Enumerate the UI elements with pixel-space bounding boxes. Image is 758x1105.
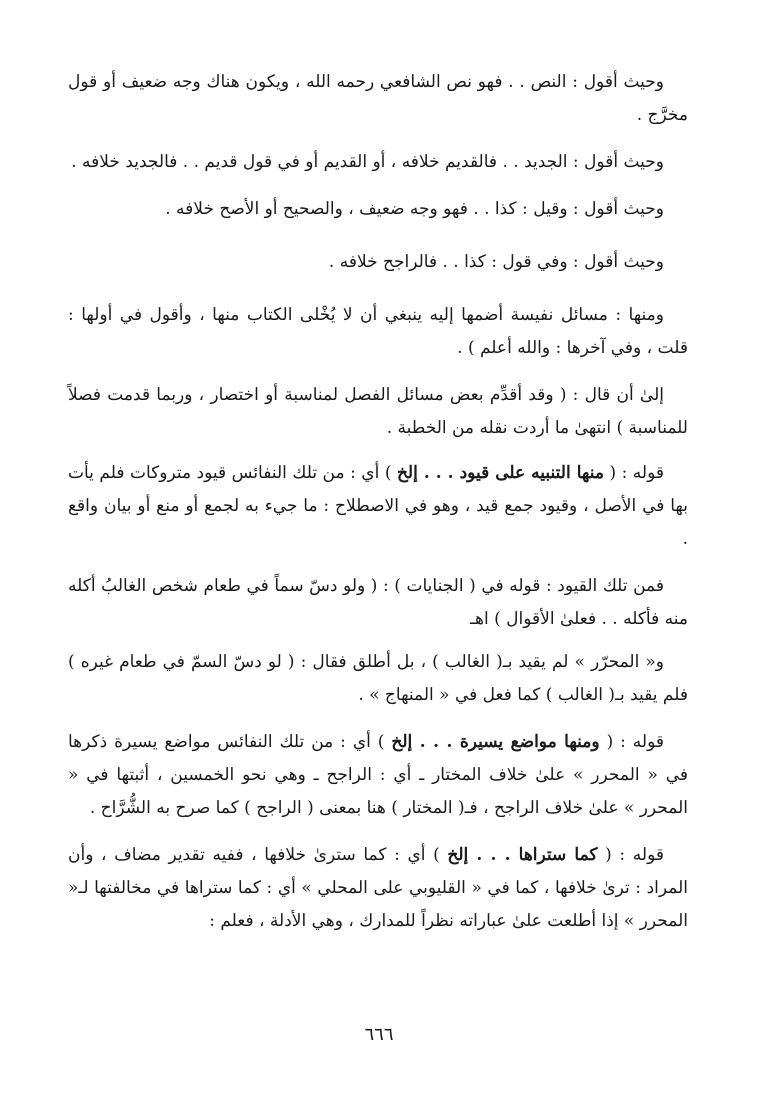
commentary: ) أي : من تلك النفائس مواضع يسيرة ذكرها في « المحرر » علىٰ خلاف المختار ـ أي : الراجح ـ وهي نحو الخمسين ، أثبتها في « المحرر » علىٰ خلاف الراجح ، فـ( المختار ) هنا بمعنى ( الراجح ) كما صرح به الشُّرَّاح . <box>68 732 688 818</box>
paragraph: وحيث أقول : وفي قول : كذا . . فالراجح خلافه . <box>328 252 664 272</box>
page-number: ٦٦٦ <box>364 1024 394 1045</box>
quoted-matn: منها التنبيه على قيود . . . إلخ <box>396 463 604 483</box>
commentary-paragraph <box>68 726 688 825</box>
paragraph: وحيث أقول : الجديد . . فالقديم خلافه ، أو القديم أو في قول قديم . . فالجديد خلافه . <box>71 152 664 172</box>
commentary: ) أي : كما سترىٰ خلافها ، ففيه تقدير مضاف ، وأن المراد : ترىٰ خلافها ، كما في « القليوبي على المحلي » أي : كما ستراها في مخالفتها لـ« المحرر » إذا أطلعت علىٰ عباراته نظراً للمدارك ، وهي الأدلة ، فعلم : <box>68 845 688 931</box>
quoted-matn: كما ستراها . . . إلخ <box>447 845 598 865</box>
paragraph: إلىٰ أن قال : ( وقد أقدِّم بعض مسائل الفصل لمناسبة أو اختصار ، وربما قدمت فصلاً للمناسبة ) انتهىٰ ما أردت نقله من الخطبة . <box>68 385 688 438</box>
paragraph: فمن تلك القيود : قوله في ( الجنايات ) : ( ولو دسّ سماً في طعام شخص الغالبُ أكله منه فأكله . . فعلىٰ الأقوال ) اهـ <box>68 576 688 629</box>
commentary: ) أي : من تلك النفائس قيود متروكات فلم يأت بها في الأصل ، وقيود جمع قيد ، وهو في الاصطلاح : ما جيء به لجمع أو منع أو بيان واقع . <box>68 463 688 549</box>
body-text <box>68 66 688 946</box>
paragraph: ومنها : مسائل نفيسة أضمها إليه ينبغي أن لا يُخْلى الكتاب منها ، وأقول في أولها : قلت ، وفي آخرها : والله أعلم ) . <box>68 305 688 358</box>
paragraph: وحيث أقول : النص . . فهو نص الشافعي رحمه الله ، ويكون هناك وجه ضعيف أو قول مخرَّج . <box>68 72 688 125</box>
commentary-paragraph <box>68 457 688 556</box>
quote-lead: قوله : ( <box>597 845 664 865</box>
quoted-matn: ومنها مواضع يسيرة . . . إلخ <box>391 732 600 752</box>
quote-lead: قوله : ( <box>603 463 665 483</box>
paragraph: و« المحرّر » لم يقيد بـ( الغالب ) ، بل أطلق فقال : ( لو دسّ السمّ في طعام غيره ) فلم يقيد بـ( الغالب ) كما فعل في « المنهاج » . <box>68 652 688 705</box>
quote-lead: قوله : ( <box>599 732 665 752</box>
commentary-paragraph <box>68 839 688 938</box>
paragraph: وحيث أقول : وقيل : كذا . . فهو وجه ضعيف ، والصحيح أو الأصح خلافه . <box>165 199 664 219</box>
